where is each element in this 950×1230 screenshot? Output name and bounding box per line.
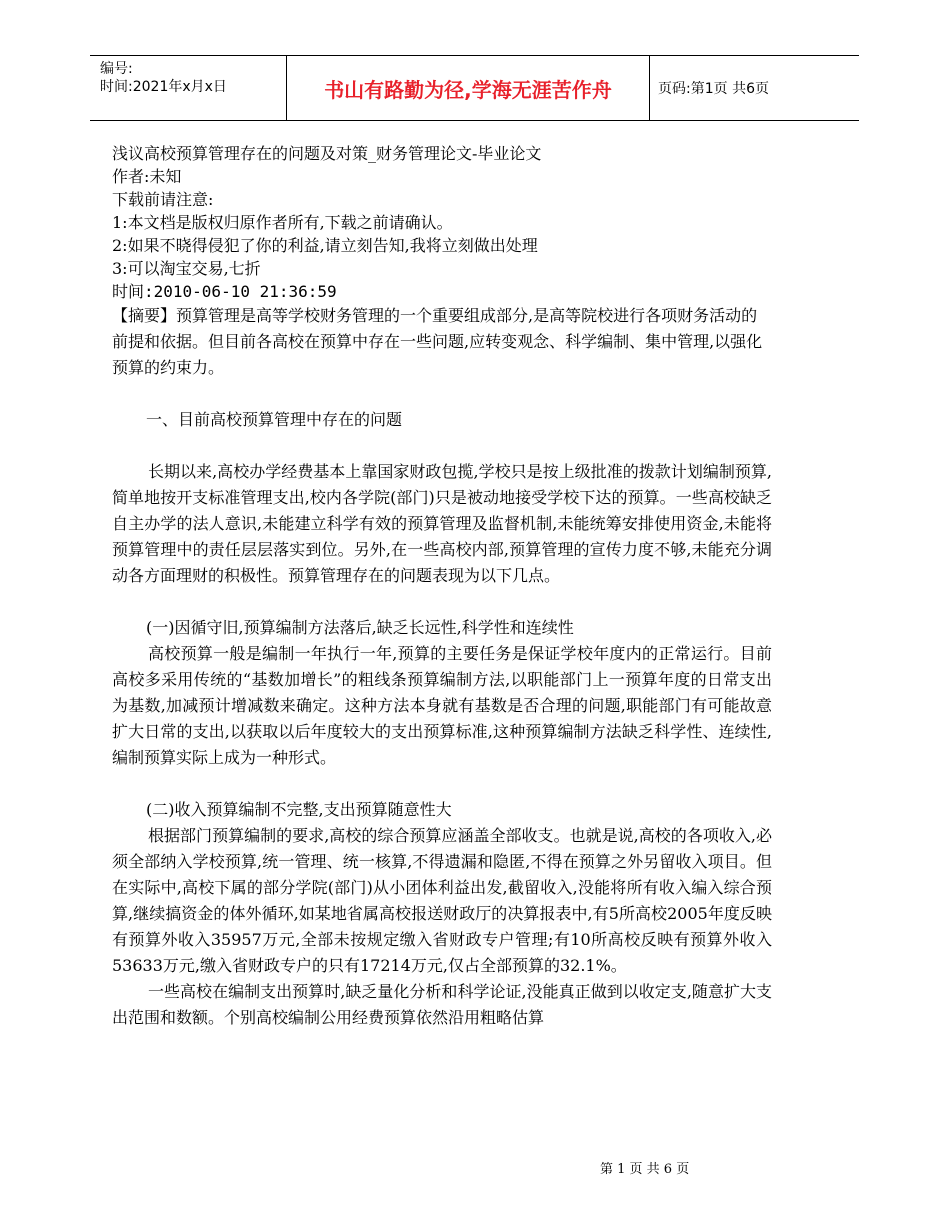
section-1-heading: 一、目前高校预算管理中存在的问题 xyxy=(146,410,403,429)
page-footer: 第 1 页 共 6 页 xyxy=(600,1162,690,1177)
notice-item-1: 1:本文档是版权归原作者所有,下载之前请确认。 xyxy=(112,213,453,232)
document-author: 作者:未知 xyxy=(112,167,182,186)
header-meta xyxy=(90,56,287,120)
header-number-label: 编号: xyxy=(100,61,133,77)
abstract: 【摘要】预算管理是高等学校财务管理的一个重要组成部分,是高等院校进行各项财务活动的前提和依据。但目前各高校在预算中存在一些问题,应转变观念、科学编制、集中管理,以强化预算的约束力。 xyxy=(112,306,763,377)
subsection-2-paragraph-2: 一些高校在编制支出预算时,缺乏量化分析和科学论证,没能真正做到以收定支,随意扩大支出范围和数额。个别高校编制公用经费预算依然沿用粗略估算 xyxy=(112,982,772,1027)
subsection-2-paragraph-1: 根据部门预算编制的要求,高校的综合预算应涵盖全部收支。也就是说,高校的各项收入,必须全部纳入学校预算,统一管理、统一核算,不得遗漏和隐匿,不得在预算之外另留收入项目。但在实际中,高校下属的部分学院(部门)从小团体利益出发,截留收入,没能将所有收入编入综合预算,继续搞资金的体外循环,如某地省属高校报送财政厅的决算报表中,有5所高校2005年度反映有预算外收入35957万元,全部未按规定缴入省财政专户管理;有10所高校反映有预算外收入53633万元,缴入省财政专户的只有17214万元,仅占全部预算的32.1%。 xyxy=(112,826,772,975)
document-time: 时间:2010-06-10 21:36:59 xyxy=(112,282,337,301)
notice-item-2: 2:如果不晓得侵犯了你的利益,请立刻告知,我将立刻做出处理 xyxy=(112,236,538,255)
subsection-1-heading: (一)因循守旧,预算编制方法落后,缺乏长远性,科学性和连续性 xyxy=(146,618,574,637)
notice-title: 下载前请注意: xyxy=(112,190,214,209)
header-time-label: 时间:2021年x月x日 xyxy=(100,79,227,95)
subsection-2-heading: (二)收入预算编制不完整,支出预算随意性大 xyxy=(146,800,452,819)
document-title: 浅议高校预算管理存在的问题及对策_财务管理论文-毕业论文 xyxy=(112,144,542,163)
subsection-1-paragraph: 高校预算一般是编制一年执行一年,预算的主要任务是保证学校年度内的正常运行。目前高校多采用传统的“基数加增长”的粗线条预算编制方法,以职能部门上一预算年度的日常支出为基数,加减预计增减数来确定。这种方法本身就有基数是否合理的问题,职能部门有可能故意扩大日常的支出,以获取以后年度较大的支出预算标准,这种预算编制方法缺乏科学性、连续性,编制预算实际上成为一种形式。 xyxy=(112,644,772,767)
section-1-paragraph: 长期以来,高校办学经费基本上靠国家财政包揽,学校只是按上级批准的拨款计划编制预算,简单地按开支标准管理支出,校内各学院(部门)只是被动地接受学校下达的预算。一些高校缺乏自主办学的法人意识,未能建立科学有效的预算管理及监督机制,未能统筹安排使用资金,未能将预算管理中的责任层层落实到位。另外,在一些高校内部,预算管理的宣传力度不够,未能充分调动各方面理财的积极性。预算管理存在的问题表现为以下几点。 xyxy=(112,462,772,585)
header-motto: 书山有路勤为径,学海无涯苦作舟 xyxy=(287,56,650,120)
document-header xyxy=(90,55,859,121)
notice-item-3: 3:可以淘宝交易,七折 xyxy=(112,259,261,278)
document-body xyxy=(112,142,772,1031)
header-page-info: 页码:第1页 共6页 xyxy=(658,81,769,97)
